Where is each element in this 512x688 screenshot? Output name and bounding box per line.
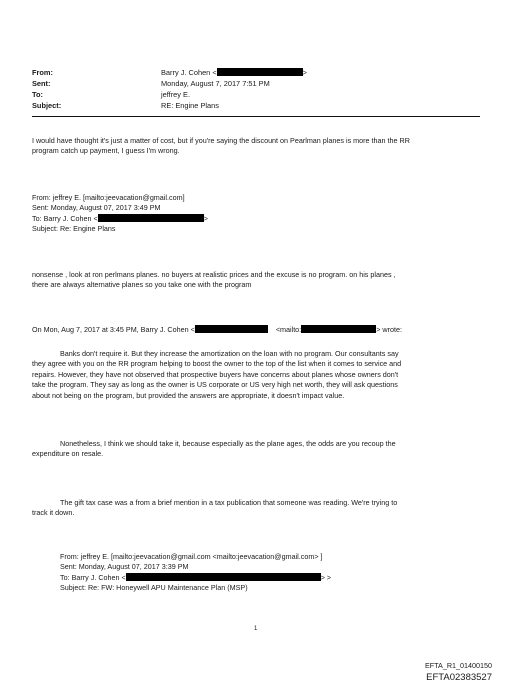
text-line: they agree with you on the RR program helping to boost the owner to the top of the list when it comes to service and xyxy=(32,359,402,369)
text-line: track it down. xyxy=(32,508,75,518)
text-line: expenditure on resale. xyxy=(32,449,104,459)
quoted-to-prefix: To: Barry J. Cohen < xyxy=(32,213,98,223)
quoted-to xyxy=(32,214,480,224)
quoted-paragraph-1 xyxy=(60,349,480,359)
from-label: From: xyxy=(32,68,53,77)
on-wrote-mailto: <mailto: xyxy=(275,325,302,334)
text-line: The gift tax case was a from a brief mention in a tax publication that someone was reading. We're trying to xyxy=(60,498,398,507)
from-name: Barry J. Cohen < xyxy=(161,68,217,77)
on-wrote-suffix: > wrote: xyxy=(376,325,402,334)
redaction-bar xyxy=(301,325,376,333)
from-value xyxy=(161,68,307,78)
quoted-paragraph-2 xyxy=(60,439,480,449)
subject-label: Subject: xyxy=(32,101,62,110)
to-value: jeffrey E. xyxy=(161,90,191,99)
reply-paragraph-1 xyxy=(32,136,480,157)
text-line: nonsense , look at ron perlmans planes. no buyers at realistic prices and the excuse is no program. on his planes , xyxy=(32,270,396,279)
to-label: To: xyxy=(32,90,43,99)
text-line: about not being on the program, but provided the answers are appropriate, it doesn't impact value. xyxy=(32,390,345,400)
quoted-sent: Sent: Monday, August 07, 2017 3:39 PM xyxy=(60,562,189,572)
quoted-to xyxy=(60,573,480,583)
sent-value: Monday, August 7, 2017 7:51 PM xyxy=(161,79,270,88)
on-wrote-line xyxy=(32,325,480,335)
from-tail: > xyxy=(302,68,307,77)
on-wrote-text xyxy=(32,325,480,335)
redaction-bar xyxy=(98,214,204,222)
page-number: 1 xyxy=(254,626,258,632)
quoted-to-suffix: > > xyxy=(320,572,332,582)
text-line: there are always alternative planes so you take one with the program xyxy=(32,280,252,290)
header-divider xyxy=(32,116,480,117)
quoted-paragraph-2-cont xyxy=(32,449,480,459)
text-line: Banks don't require it. But they increase the amortization on the loan with no program. Our consultants say xyxy=(60,349,399,358)
bates-number-1: EFTA_R1_01400150 xyxy=(425,661,492,670)
quoted-from: From: jeffrey E. [mailto:jeevacation@gmail.com] xyxy=(32,193,185,202)
text-line: I would have thought it's just a matter of cost, but if you're saying the discount on Pearlman planes is more than the RR xyxy=(32,136,410,145)
subject-value: RE: Engine Plans xyxy=(161,101,219,110)
text-line: Nonetheless, I think we should take it, because especially as the plane ages, the odds are you recoup the xyxy=(60,439,396,448)
text-line: program catch up payment, I guess I'm wrong. xyxy=(32,146,180,156)
redaction-bar xyxy=(217,68,303,76)
bates-number-2: EFTA02383527 xyxy=(426,672,492,683)
redaction-bar xyxy=(195,325,268,333)
redaction-bar xyxy=(126,573,321,581)
text-line: take the program. They say as long as the owner is US corporate or US very high net worth, they will ask questions xyxy=(32,380,398,390)
quoted-to-prefix: To: Barry J. Cohen < xyxy=(60,572,126,582)
text-line: repairs. However, they have not observed that prospective buyers have concerns about planes whose owners don't xyxy=(32,369,399,379)
quoted-sent: Sent: Monday, August 07, 2017 3:49 PM xyxy=(32,203,161,213)
quoted-from: From: jeffrey E. [mailto:jeevacation@gmail.com <mailto:jeevacation@gmail.com> ] xyxy=(60,552,323,561)
quoted-paragraph-1-cont xyxy=(32,359,480,401)
quoted-header-2 xyxy=(60,552,480,594)
reply-paragraph-2 xyxy=(32,270,480,291)
sent-label: Sent: xyxy=(32,79,51,88)
quoted-paragraph-3-cont xyxy=(32,508,480,518)
quoted-paragraph-3 xyxy=(60,498,480,508)
quoted-header-1 xyxy=(32,193,480,235)
quoted-to-suffix: > xyxy=(203,213,208,223)
quoted-subject: Subject: Re: FW: Honeywell APU Maintenance Plan (MSP) xyxy=(60,583,248,593)
on-wrote-prefix: On Mon, Aug 7, 2017 at 3:45 PM, Barry J. Cohen < xyxy=(32,325,195,334)
quoted-subject: Subject: Re: Engine Plans xyxy=(32,224,116,234)
